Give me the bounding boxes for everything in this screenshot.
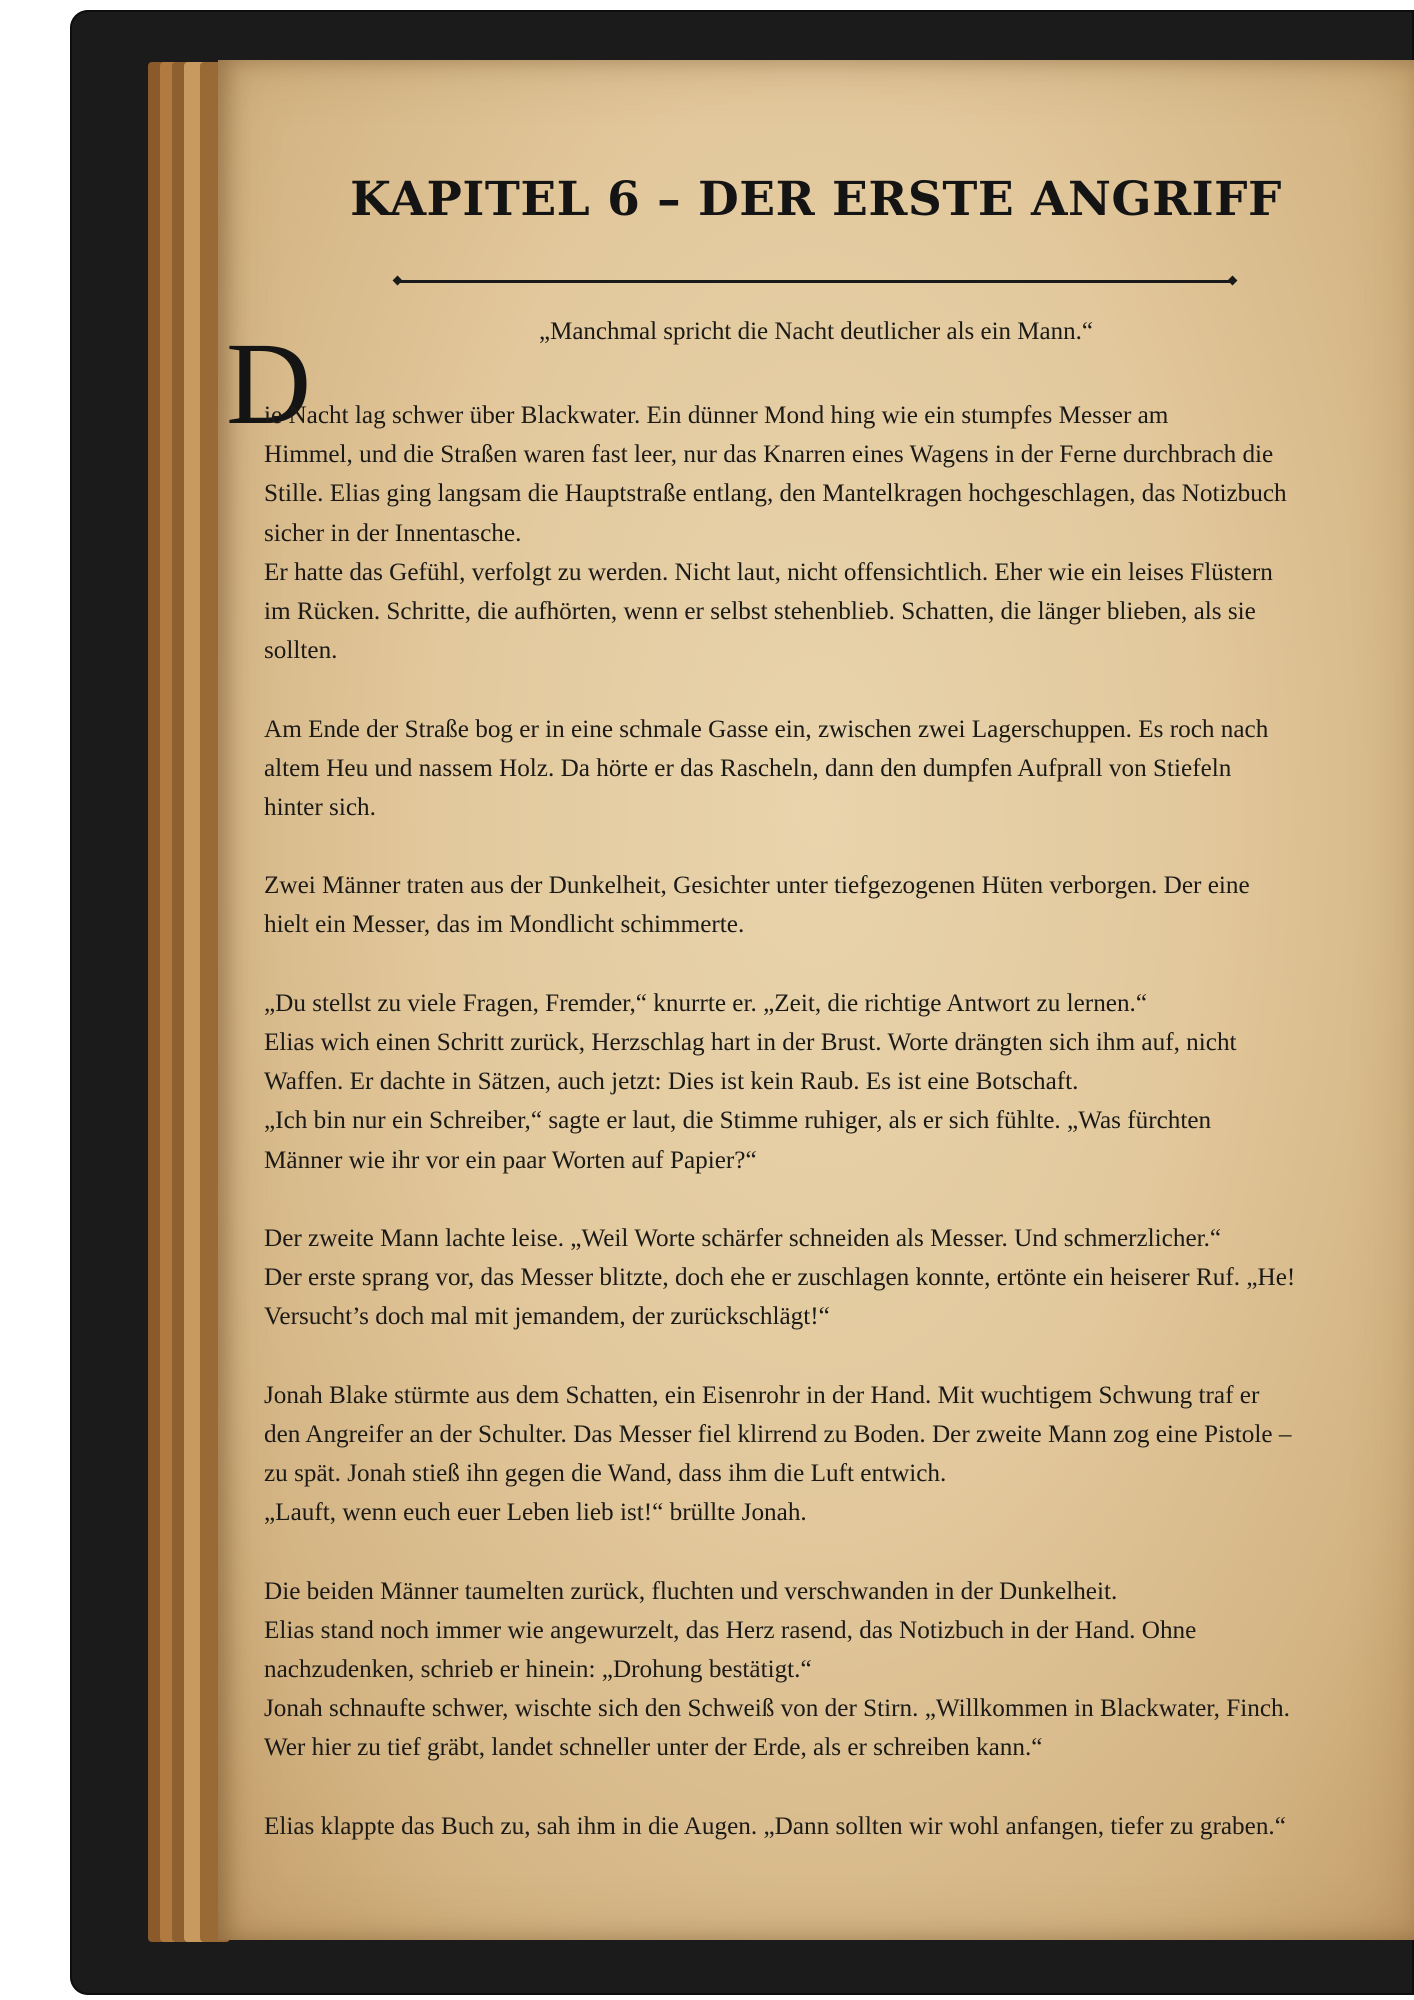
text-line: „Ich bin nur ein Schreiber,“ sagte er laut, die Stimme ruhiger, als er sich fühlte. „Was fürchten	[264, 1107, 1212, 1135]
paragraph-gap	[264, 827, 1384, 866]
text-line: Der erste sprang vor, das Messer blitzte, doch ehe er zuschlagen konnte, ertönte ein heiserer Ruf. „He!	[264, 1264, 1296, 1292]
text-line: sollten.	[264, 637, 338, 665]
paragraph-gap	[264, 1532, 1384, 1571]
paragraph-gap	[264, 670, 1384, 709]
text-line: Jonah schnaufte schwer, wischte sich den Schweiß von der Stirn. „Willkommen in Blackwater, Finch.	[264, 1695, 1290, 1723]
text-line: ie Nacht lag schwer über Blackwater. Ein dünner Mond hing wie ein stumpfes Messer am	[264, 402, 1169, 429]
text-line: Stille. Elias ging langsam die Hauptstraße entlang, den Mantelkragen hochgeschlagen, das Notizbuch	[264, 480, 1287, 508]
text-line: Himmel, und die Straßen waren fast leer, nur das Knarren eines Wagens in der Ferne durchbrach die	[264, 441, 1274, 469]
text-line: altem Heu und nassem Holz. Da hörte er das Rascheln, dann den dumpfen Aufprall von Stiefeln	[264, 754, 1232, 782]
text-line: Elias stand noch immer wie angewurzelt, das Herz rasend, das Notizbuch in der Hand. Ohne	[264, 1616, 1197, 1644]
text-line: Elias klappte das Buch zu, sah ihm in die Augen. „Dann sollten wir wohl anfangen, tiefer zu graben.“	[264, 1812, 1286, 1840]
drop-cap: D	[226, 318, 312, 449]
text-line: Elias wich einen Schritt zurück, Herzschlag hart in der Brust. Worte drängten sich ihm auf, nicht	[264, 1029, 1237, 1056]
text-line: Zwei Männer traten aus der Dunkelheit, Gesichter unter tiefgezogenen Hüten verborgen. Der eine	[264, 872, 1250, 900]
text-line: Die beiden Männer taumelten zurück, fluchten und verschwanden in der Dunkelheit.	[264, 1577, 1118, 1605]
text-line: Männer wie ihr vor ein paar Worten auf Papier?“	[264, 1146, 757, 1174]
paragraph-gap	[264, 1180, 1384, 1219]
paragraph-gap	[264, 1768, 1384, 1807]
text-line: Versucht’s doch mal mit jemandem, der zurückschlägt!“	[264, 1303, 830, 1331]
text-line: den Angreifer an der Schulter. Das Messer fiel klirrend zu Boden. Der zweite Mann zog eine Pistole –	[264, 1420, 1292, 1448]
text-line: Wer hier zu tief gräbt, landet schneller unter der Erde, als er schreiben kann.“	[264, 1734, 1043, 1762]
text-line: Er hatte das Gefühl, verfolgt zu werden. Nicht laut, nicht offensichtlich. Eher wie ein leises Flüstern	[264, 558, 1273, 586]
text-line: hinter sich.	[264, 793, 376, 821]
text-line: „Du stellst zu viele Fragen, Fremder,“ knurrte er. „Zeit, die richtige Antwort zu lernen.“	[264, 989, 1148, 1017]
text-line: Waffen. Er dachte in Sätzen, auch jetzt: Dies ist kein Raub. Es ist eine Botschaft.	[264, 1068, 1079, 1096]
paragraph-gap	[264, 945, 1384, 984]
chapter-title: KAPITEL 6 – DER ERSTE ANGRIFF	[350, 172, 1282, 227]
text-line: Der zweite Mann lachte leise. „Weil Worte schärfer schneiden als Messer. Und schmerzlicher.“	[264, 1224, 1222, 1252]
text-line: im Rücken. Schritte, die aufhörten, wenn er selbst stehenblieb. Schatten, die länger blieben, als sie	[264, 597, 1256, 625]
text-line: „Lauft, wenn euch euer Leben lieb ist!“ brüllte Jonah.	[264, 1499, 807, 1527]
paragraph-gap	[264, 1337, 1384, 1376]
title-divider	[398, 280, 1232, 283]
epigraph: „Manchmal spricht die Nacht deutlicher als ein Mann.“	[539, 318, 1093, 345]
text-line: nachzudenken, schrieb er hinein: „Drohung bestätigt.“	[264, 1656, 812, 1683]
text-line: sicher in der Innentasche.	[264, 519, 522, 547]
text-line: hielt ein Messer, das im Mondlicht schimmerte.	[264, 911, 745, 939]
text-line: zu spät. Jonah stieß ihn gegen die Wand, dass ihm die Luft entwich.	[264, 1460, 947, 1488]
text-line: Jonah Blake stürmte aus dem Schatten, ein Eisenrohr in der Hand. Mit wuchtigem Schwung traf er	[264, 1381, 1260, 1409]
chapter-body	[264, 396, 1384, 1846]
text-line: Am Ende der Straße bog er in eine schmale Gasse ein, zwischen zwei Lagerschuppen. Es roch nach	[264, 715, 1269, 743]
